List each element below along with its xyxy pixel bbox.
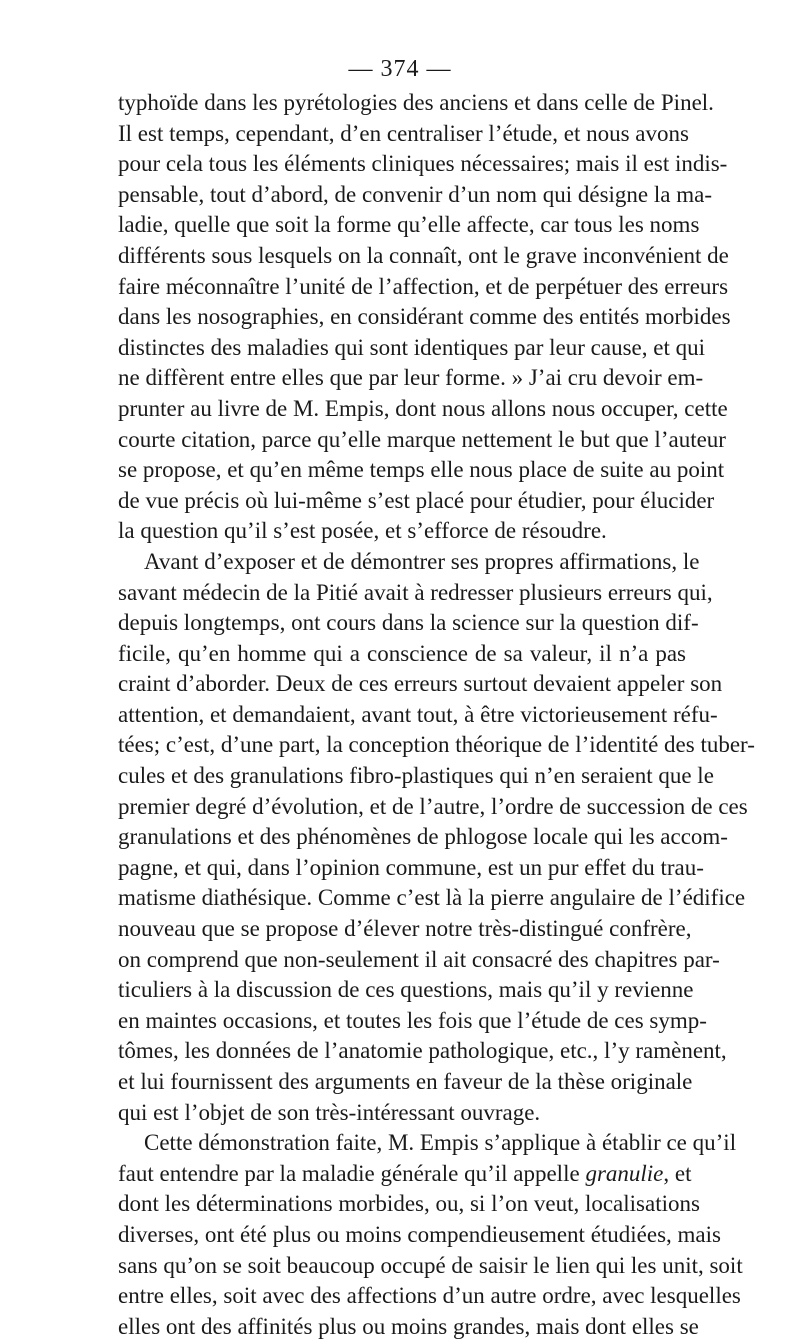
text-line: nouveau que se propose d’élever notre très-distingué confrère,	[118, 916, 692, 942]
text-run: faut entendre par la maladie générale qu’il appelle	[118, 1160, 586, 1186]
text-line: ficile, qu’en homme qui a conscience de sa valeur, il n’a pas	[118, 640, 686, 666]
text-line: pour cela tous les éléments cliniques nécessaires; mais il est indis-	[118, 151, 728, 177]
text-line: ne diffèrent entre elles que par leur forme. » J’ai cru devoir em-	[118, 365, 704, 391]
text-run: , et	[663, 1160, 692, 1186]
text-line: différents sous lesquels on la connaît, ont le grave inconvénient de	[118, 242, 729, 268]
text-line: sans qu’on se soit beaucoup occupé de saisir le lien qui les unit, soit	[118, 1252, 743, 1278]
text-line: savant médecin de la Pitié avait à redresser plusieurs erreurs qui,	[118, 579, 713, 605]
text-line: entre elles, soit avec des affections d’un autre ordre, avec lesquelles	[118, 1283, 741, 1309]
text-line: dans les nosographies, en considérant comme des entités morbides	[118, 304, 731, 330]
text-line: diverses, ont été plus ou moins compendieusement étudiées, mais	[118, 1221, 721, 1247]
text-line: cules et des granulations fibro-plastiques qui n’en seraient que le	[118, 763, 714, 789]
text-line: typhoïde dans les pyrétologies des anciens et dans celle de Pinel.	[118, 90, 714, 115]
text-line: Il est temps, cependant, d’en centraliser l’étude, et nous avons	[118, 120, 689, 146]
text-line: pensable, tout d’abord, de convenir d’un nom qui désigne la ma-	[118, 181, 713, 207]
text-line: on comprend que non-seulement il ait consacré des chapitres par-	[118, 946, 720, 972]
text-line: de vue précis où lui-même s’est placé pour étudier, pour élucider	[118, 487, 715, 513]
text-line: ticuliers à la discussion de ces questions, mais qu’il y revienne	[118, 977, 694, 1003]
text-line: attention, et demandaient, avant tout, à être victorieusement réfu-	[118, 701, 718, 727]
text-line: la question qu’il s’est posée, et s’efforce de résoudre.	[118, 518, 607, 544]
text-line: matisme diathésique. Comme c’est là la pierre angulaire de l’édifice	[118, 885, 746, 911]
text-line: tômes, les données de l’anatomie pathologique, etc., l’y ramènent,	[118, 1038, 727, 1064]
text-line: courte citation, parce qu’elle marque nettement le but que l’auteur	[118, 426, 726, 452]
text-line: elles ont des affinités plus ou moins grandes, mais dont elles se	[118, 1313, 699, 1339]
text-line: prunter au livre de M. Empis, dont nous allons nous occuper, cette	[118, 395, 728, 421]
text-line: pagne, et qui, dans l’opinion commune, est un pur effet du trau-	[118, 854, 704, 880]
paragraph-3	[118, 1128, 743, 1342]
body-text	[118, 88, 755, 1342]
text-line: Cette démonstration faite, M. Empis s’applique à établir ce qu’il	[144, 1130, 737, 1156]
text-line: se propose, et qu’en même temps elle nous place de suite au point	[118, 457, 725, 483]
text-line: distinctes des maladies qui sont identiques par leur cause, et qui	[118, 334, 705, 360]
text-line: depuis longtemps, ont cours dans la science sur la question dif-	[118, 610, 699, 636]
text-line: en maintes occasions, et toutes les fois que l’étude de ces symp-	[118, 1007, 707, 1033]
text-line: tées; c’est, d’une part, la conception théorique de l’identité des tuber-	[118, 732, 755, 758]
paragraph-2	[118, 547, 755, 1128]
text-line: et lui fournissent des arguments en faveur de la thèse originale	[118, 1069, 693, 1094]
paragraph-1	[118, 88, 731, 547]
text-line: premier degré d’évolution, et de l’autre, l’ordre de succession de ces	[118, 793, 748, 819]
text-line: qui est l’objet de son très-intéressant ouvrage.	[118, 1099, 541, 1125]
text-line: dont les déterminations morbides, ou, si l’on veut, localisations	[118, 1191, 700, 1217]
italic-term: granulie	[585, 1160, 664, 1186]
text-line: granulations et des phénomènes de phlogose locale qui les accom-	[118, 824, 728, 850]
text-line-with-italic	[118, 1159, 692, 1190]
page-number: — 374 —	[348, 56, 452, 82]
text-line: craint d’aborder. Deux de ces erreurs surtout devaient appeler son	[118, 671, 723, 697]
text-line: faire méconnaître l’unité de l’affection, et de perpétuer des erreurs	[118, 273, 729, 299]
text-line: ladie, quelle que soit la forme qu’elle affecte, car tous les noms	[118, 212, 700, 238]
text-line: Avant d’exposer et de démontrer ses propres affirmations, le	[144, 548, 700, 574]
